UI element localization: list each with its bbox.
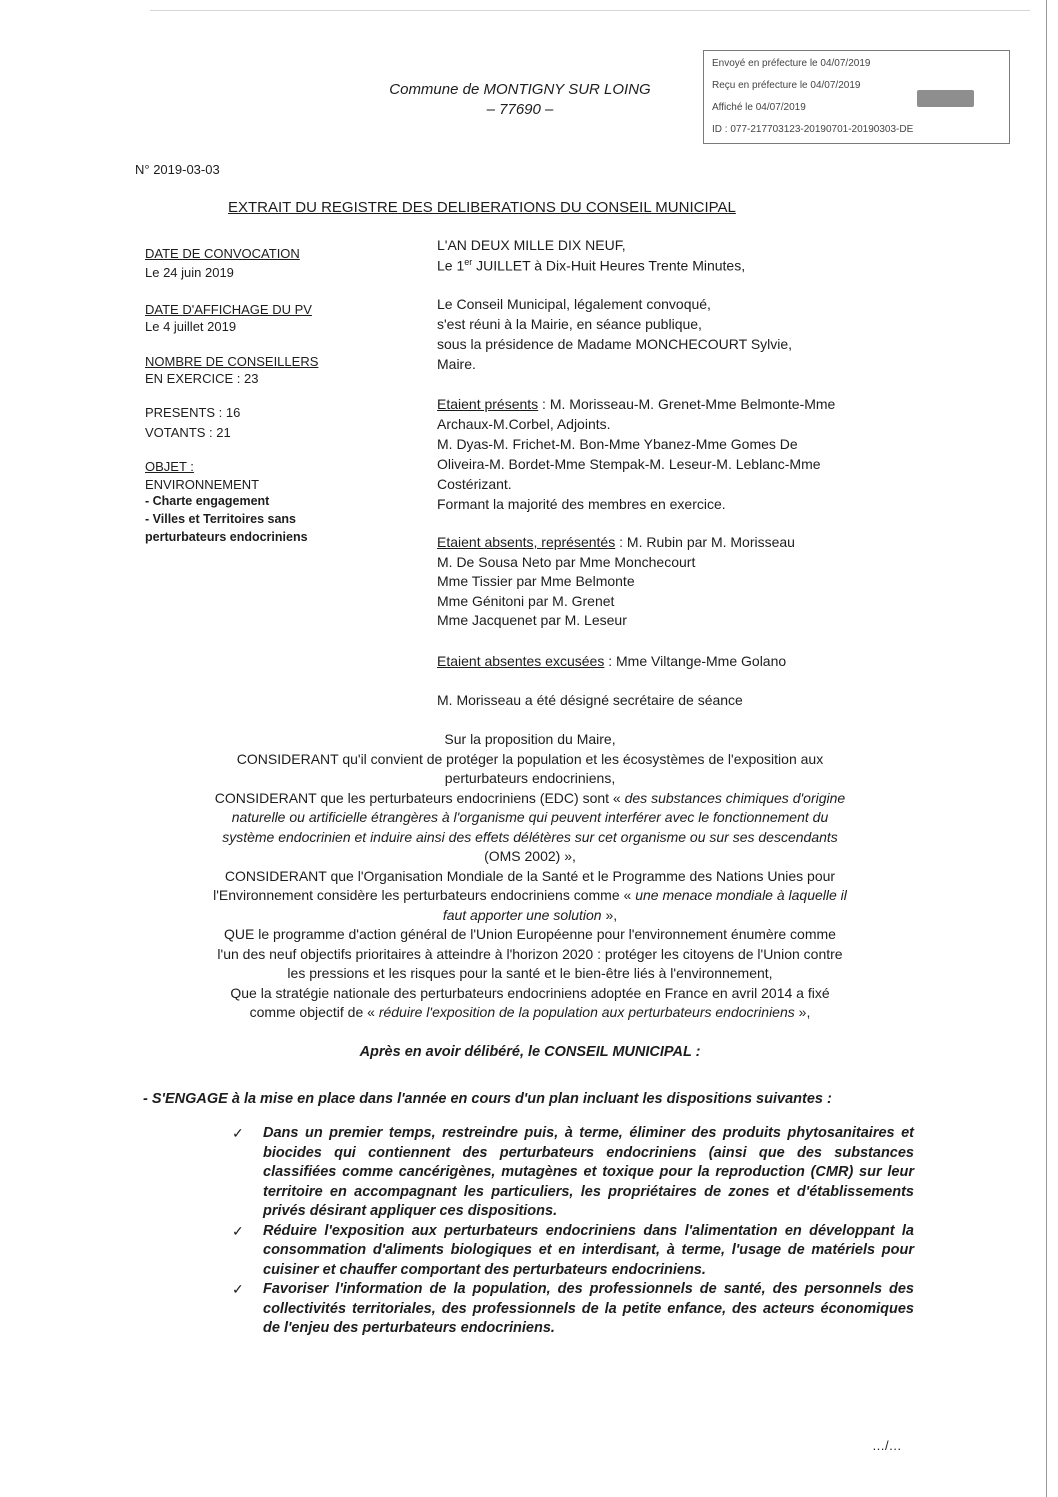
list-item — [232, 1124, 914, 1222]
considerant-line: perturbateurs endocriniens, — [444, 770, 616, 786]
absents-line-2: M. De Sousa Neto par Mme Monchecourt — [437, 554, 696, 570]
checkmark-icon: ✓ — [232, 1125, 244, 1141]
presents-line-5: Costérizant. — [437, 476, 512, 492]
considerant-line: CONSIDERANT que les perturbateurs endocriniens (EDC) sont « des substances chimiques d'origine — [214, 789, 846, 806]
seance-date: Le 1er JUILLET à Dix-Huit Heures Trente Minutes, — [437, 257, 746, 274]
commune-header — [370, 80, 670, 120]
affichage-value: Le 4 juillet 2019 — [145, 319, 237, 334]
considerant-line: comme objectif de « réduire l'exposition de la population aux perturbateurs endocriniens », — [249, 1004, 811, 1020]
prefecture-stamp — [703, 50, 1010, 144]
considerant-line: Que la stratégie nationale des perturbateurs endocriniens adoptée en France en avril 2014 a fixé — [230, 984, 830, 1001]
considerants-block — [120, 730, 940, 1023]
considerant-line: l'Environnement considère les perturbateurs endocriniens comme « une menace mondiale à laquelle il — [213, 887, 847, 903]
considerant-proposition: Sur la proposition du Maire, — [444, 731, 616, 747]
conseil-line-4: Maire. — [437, 356, 476, 372]
stamp-badge — [917, 90, 974, 107]
conseil-line-2: s'est réuni à la Mairie, en séance publique, — [437, 316, 702, 332]
considerant-line: les pressions et les risques pour la santé et le bien-être liés à l'environnement, — [287, 965, 773, 981]
conseil-line-3: sous la présidence de Madame MONCHECOURT Sylvie, — [437, 336, 793, 352]
objet-villes: - Villes et Territoires sans — [145, 512, 296, 526]
list-item — [232, 1222, 914, 1281]
secretaire-line: M. Morisseau a été désigné secrétaire de séance — [437, 692, 743, 708]
stamp-id: ID : 077-217703123-20190701-20190303-DE — [712, 124, 914, 135]
commune-name: Commune de MONTIGNY SUR LOING — [389, 81, 651, 98]
stamp-recu: Reçu en préfecture le 04/07/2019 — [712, 80, 861, 91]
list-item — [232, 1280, 914, 1339]
stamp-affiche: Affiché le 04/07/2019 — [712, 102, 806, 113]
considerant-line: faut apporter une solution », — [442, 906, 618, 923]
scan-edge-right — [1046, 0, 1047, 1497]
exercice-count: EN EXERCICE : 23 — [145, 371, 259, 386]
engagement-list — [232, 1124, 914, 1339]
absents-line-4: Mme Génitoni par M. Grenet — [437, 593, 615, 609]
list-item-text: Réduire l'exposition aux perturbateurs endocriniens dans l'alimentation en développant la consommation d'aliments biologiques et en interdisant, à terme, l'usage de matériels pour cuisiner et chauffer comportant des perturbateurs endocriniens. — [263, 1222, 914, 1278]
absents-line-3: Mme Tissier par Mme Belmonte — [437, 573, 635, 589]
considerant-line: naturelle ou artificielle étrangères à l'organisme qui peuvent interférer avec le fonctionnement du — [231, 809, 829, 825]
considerant-line: QUE le programme d'action général de l'Union Européenne pour l'environnement énumère comme — [224, 926, 836, 942]
list-item-text: Dans un premier temps, restreindre puis, à terme, éliminer des produits phytosanitaires et biocides qui contiennent des perturbateurs endocriniens (ainsi que des substances classifiées comme cancérigènes, mutagènes et toxique pour la reproduction (CMR) sur leur territoire en accompagnant les particuliers, les propriétaires de zones et d'établissements privés désirant appliquer ces dispositions. — [263, 1125, 914, 1219]
absents-line-5: Mme Jacquenet par M. Leseur — [437, 612, 627, 628]
absents-line-1: Etaient absents, représentés : M. Rubin par M. Morisseau — [437, 534, 795, 550]
conseillers-label: NOMBRE DE CONSEILLERS — [145, 354, 319, 369]
stamp-envoye: Envoyé en préfecture le 04/07/2019 — [712, 58, 871, 69]
objet-environnement: ENVIRONNEMENT — [145, 477, 260, 492]
objet-charte: - Charte engagement — [145, 494, 270, 508]
commune-postcode: – 77690 – — [486, 101, 554, 118]
presents-count: PRESENTS : 16 — [145, 405, 241, 420]
considerant-line: l'un des neuf objectifs prioritaires à atteindre à l'horizon 2020 : protéger les citoyens de l'Union contre — [217, 945, 843, 962]
checkmark-icon: ✓ — [232, 1281, 244, 1297]
deliberation-number: N° 2019-03-03 — [135, 162, 220, 177]
objet-perturbateurs: perturbateurs endocriniens — [145, 530, 308, 544]
votants-count: VOTANTS : 21 — [145, 425, 231, 440]
presents-line-2: Archaux-M.Corbel, Adjoints. — [437, 416, 611, 432]
objet-label: OBJET : — [145, 459, 194, 474]
considerant-line: système endocrinien et induire ainsi des effets délétères sur cet organisme ou sur ses descendants — [222, 828, 838, 845]
deliberation-heading: Après en avoir délibéré, le CONSEIL MUNICIPAL : — [359, 1044, 701, 1060]
seance-annee: L'AN DEUX MILLE DIX NEUF, — [437, 237, 626, 253]
engagement-intro: - S'ENGAGE à la mise en place dans l'année en cours d'un plan incluant les dispositions suivantes : — [143, 1091, 832, 1107]
list-item-text: Favoriser l'information de la population, des professionnels de santé, des personnels des collectivités territoriales, des professionnels de la petite enfance, des acteurs économiques de l'enjeu des perturbateurs endocriniens. — [263, 1281, 914, 1336]
presents-line-3: M. Dyas-M. Frichet-M. Bon-Mme Ybanez-Mme Gomes De — [437, 436, 798, 452]
considerant-line: CONSIDERANT que l'Organisation Mondiale de la Santé et le Programme des Nations Unies pour — [224, 867, 836, 884]
page-title: EXTRAIT DU REGISTRE DES DELIBERATIONS DU CONSEIL MUNICIPAL — [228, 199, 736, 216]
conseil-line-1: Le Conseil Municipal, légalement convoqué, — [437, 296, 711, 312]
continuation-mark: …/… — [872, 1438, 902, 1453]
presents-line-6: Formant la majorité des membres en exercice. — [437, 496, 726, 512]
convocation-value: Le 24 juin 2019 — [145, 265, 234, 280]
checkmark-icon: ✓ — [232, 1222, 244, 1239]
scan-edge-top — [150, 10, 1030, 11]
considerant-line: (OMS 2002) », — [484, 848, 576, 864]
presents-line-1: Etaient présents : M. Morisseau-M. Grenet-Mme Belmonte-Mme — [437, 396, 836, 412]
excuses-line: Etaient absentes excusées : Mme Viltange-Mme Golano — [437, 653, 787, 669]
convocation-label: DATE DE CONVOCATION — [145, 246, 300, 261]
considerant-line: CONSIDERANT qu'il convient de protéger la population et les écosystèmes de l'exposition aux — [236, 750, 824, 767]
presents-line-4: Oliveira-M. Bordet-Mme Stempak-M. Leseur-M. Leblanc-Mme — [437, 456, 821, 472]
affichage-label: DATE D'AFFICHAGE DU PV — [145, 302, 312, 317]
